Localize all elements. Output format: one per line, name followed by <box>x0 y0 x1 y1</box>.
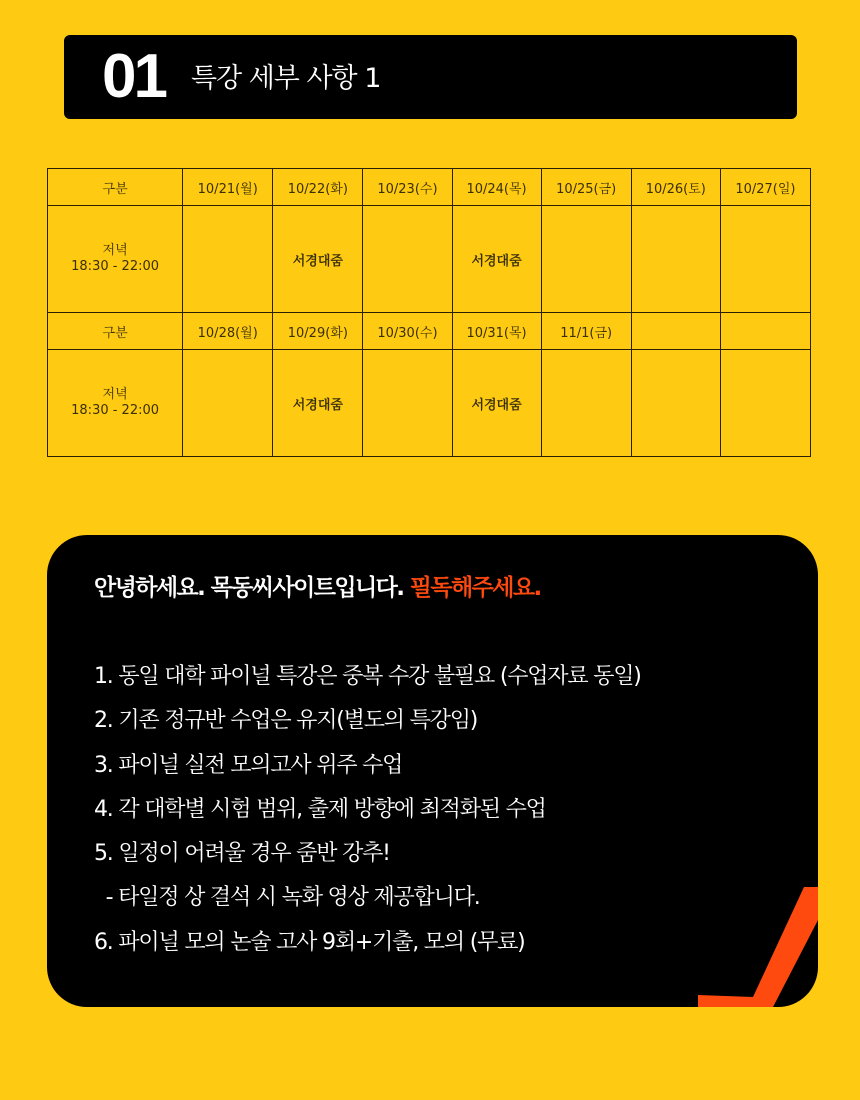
date-cell: 10/22(화) <box>273 169 363 206</box>
notice-highlight: 필독해주세요. <box>409 575 541 601</box>
time-range: 18:30 - 22:00 <box>71 259 160 274</box>
section-title: 특강 세부 사항 1 <box>190 62 381 94</box>
event-cell: 서경대줌 <box>273 350 363 457</box>
date-cell: 10/28(월) <box>183 313 273 350</box>
event-cell: 서경대줌 <box>452 206 541 313</box>
event-cell <box>720 350 810 457</box>
date-cell: 10/25(금) <box>541 169 631 206</box>
stripe-shape <box>753 887 818 1007</box>
schedule-table <box>47 168 811 457</box>
event-cell <box>541 350 631 457</box>
time-cell <box>48 350 183 457</box>
date-cell: 10/21(월) <box>183 169 273 206</box>
list-item: 4. 각 대학별 시험 범위, 출제 방향에 최적화된 수업 <box>94 796 546 822</box>
list-item: 2. 기존 정규반 수업은 유지(별도의 특강임) <box>94 708 478 734</box>
table-row-events-week2 <box>48 350 811 457</box>
event-cell: 서경대줌 <box>273 206 363 313</box>
time-label: 저녁 <box>102 387 128 402</box>
section-header <box>64 35 797 119</box>
date-cell: 10/30(수) <box>363 313 452 350</box>
list-item: - 타일정 상 결석 시 녹화 영상 제공합니다. <box>94 885 480 911</box>
date-cell: 11/1(금) <box>541 313 631 350</box>
date-cell <box>631 313 720 350</box>
date-cell: 10/24(목) <box>452 169 541 206</box>
section-number: 01 <box>102 42 165 111</box>
time-range: 18:30 - 22:00 <box>71 403 160 418</box>
date-cell: 10/29(화) <box>273 313 363 350</box>
event-cell <box>720 206 810 313</box>
list-item: 3. 파이널 실전 모의고사 위주 수업 <box>94 752 403 778</box>
event-cell <box>541 206 631 313</box>
date-cell: 10/26(토) <box>631 169 720 206</box>
event-cell <box>183 350 273 457</box>
row-label-cell: 구분 <box>48 169 183 206</box>
event-cell <box>363 350 452 457</box>
list-item: 5. 일정이 어려울 경우 줌반 강추! <box>94 841 390 867</box>
list-item: 1. 동일 대학 파이널 특강은 중복 수강 불필요 (수업자료 동일) <box>94 664 641 689</box>
event-cell: 서경대줌 <box>452 350 541 457</box>
row-label-cell: 구분 <box>48 313 183 350</box>
notice-greeting: 안녕하세요. 목동씨사이트입니다. <box>94 575 404 601</box>
event-cell <box>631 350 720 457</box>
decorative-stripe <box>47 535 818 1007</box>
notice-panel <box>47 535 818 1007</box>
event-cell <box>183 206 273 313</box>
time-label: 저녁 <box>102 243 128 258</box>
table-row-dates-week2 <box>48 313 811 350</box>
event-cell <box>363 206 452 313</box>
table-row-events-week1 <box>48 206 811 313</box>
event-cell <box>631 206 720 313</box>
date-cell: 10/27(일) <box>720 169 810 206</box>
table-row-dates-week1 <box>48 169 811 206</box>
date-cell <box>720 313 810 350</box>
time-cell <box>48 206 183 313</box>
list-item: 6. 파이널 모의 논술 고사 9회+기출, 모의 (무료) <box>94 929 525 955</box>
date-cell: 10/31(목) <box>452 313 541 350</box>
stripe-foot <box>698 995 753 1007</box>
date-cell: 10/23(수) <box>363 169 452 206</box>
